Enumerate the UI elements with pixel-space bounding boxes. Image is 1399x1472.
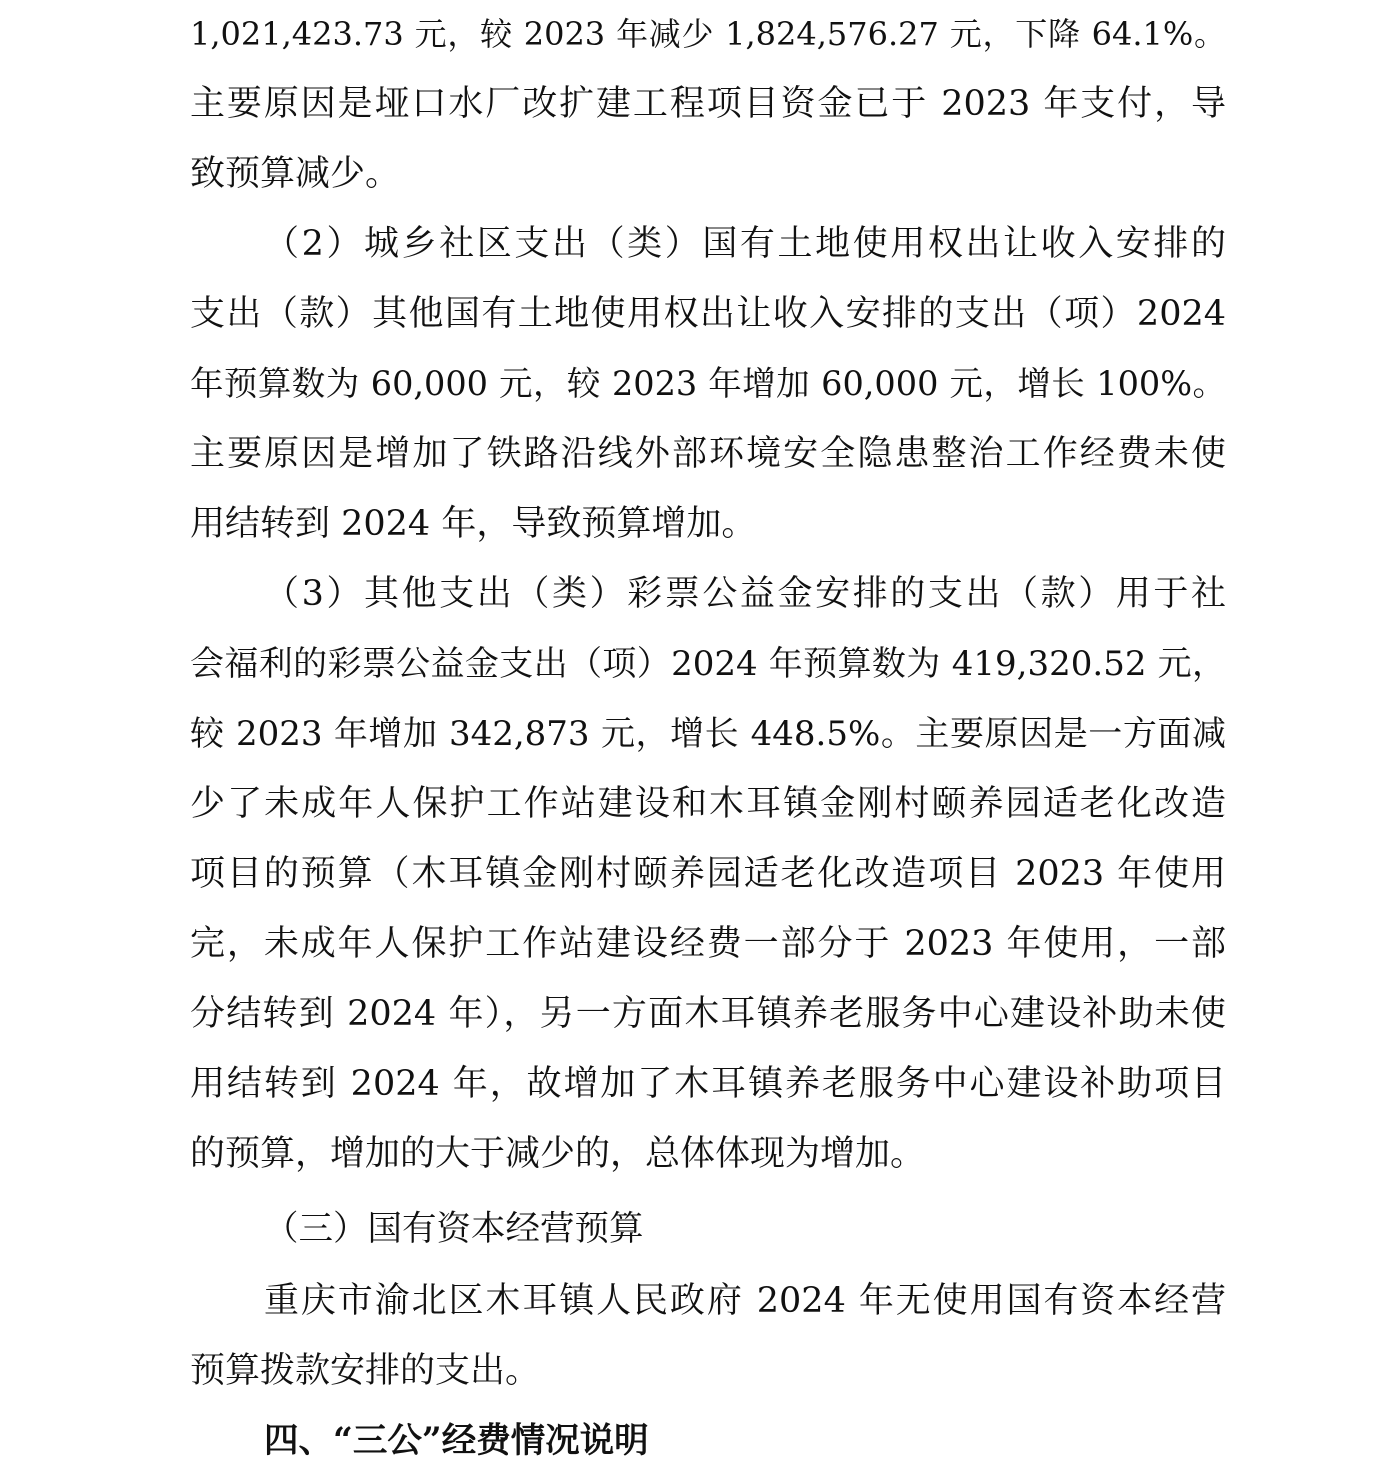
paragraph-line: （3）其他支出（类）彩票公益金安排的支出（款）用于社: [264, 574, 1226, 614]
paragraph-line: 用结转到 2024 年，故增加了木耳镇养老服务中心建设补助项目: [190, 1064, 1226, 1104]
paragraph-line: 较 2023 年增加 342,873 元，增长 448.5%。主要原因是一方面减: [190, 714, 1226, 754]
paragraph-line: 重庆市渝北区木耳镇人民政府 2024 年无使用国有资本经营: [264, 1281, 1226, 1321]
paragraph-line: 主要原因是增加了铁路沿线外部环境安全隐患整治工作经费未使: [190, 434, 1226, 474]
paragraph-line: 支出（款）其他国有土地使用权出让收入安排的支出（项）2024: [190, 294, 1226, 334]
paragraph-line: 项目的预算（木耳镇金刚村颐养园适老化改造项目 2023 年使用: [190, 854, 1226, 894]
paragraph-line: 主要原因是垭口水厂改扩建工程项目资金已于 2023 年支付，导: [190, 84, 1226, 124]
paragraph-line: （2）城乡社区支出（类）国有土地使用权出让收入安排的: [264, 224, 1226, 264]
paragraph-line: 少了未成年人保护工作站建设和木耳镇金刚村颐养园适老化改造: [190, 784, 1226, 824]
paragraph-line: 预算拨款安排的支出。: [190, 1351, 541, 1391]
paragraph-line: 年预算数为 60,000 元，较 2023 年增加 60,000 元，增长 100%。: [190, 364, 1226, 403]
paragraph-line: 完，未成年人保护工作站建设经费一部分于 2023 年使用，一部: [190, 924, 1226, 964]
paragraph-line: 用结转到 2024 年，导致预算增加。: [190, 504, 757, 544]
paragraph-line: 分结转到 2024 年），另一方面木耳镇养老服务中心建设补助未使: [190, 994, 1226, 1034]
section-heading: （三）国有资本经营预算: [264, 1209, 644, 1249]
paragraph-line: 会福利的彩票公益金支出（项）2024 年预算数为 419,320.52 元，: [190, 644, 1226, 684]
paragraph-line: 的预算，增加的大于减少的，总体体现为增加。: [190, 1134, 926, 1174]
paragraph-line: 致预算减少。: [190, 154, 401, 194]
paragraph-line: 1,021,423.73 元，较 2023 年减少 1,824,576.27 元，下降 64.1%。: [190, 15, 1226, 53]
chapter-heading: 四、“三公”经费情况说明: [264, 1421, 649, 1461]
document-page: [190, 0, 1226, 1472]
